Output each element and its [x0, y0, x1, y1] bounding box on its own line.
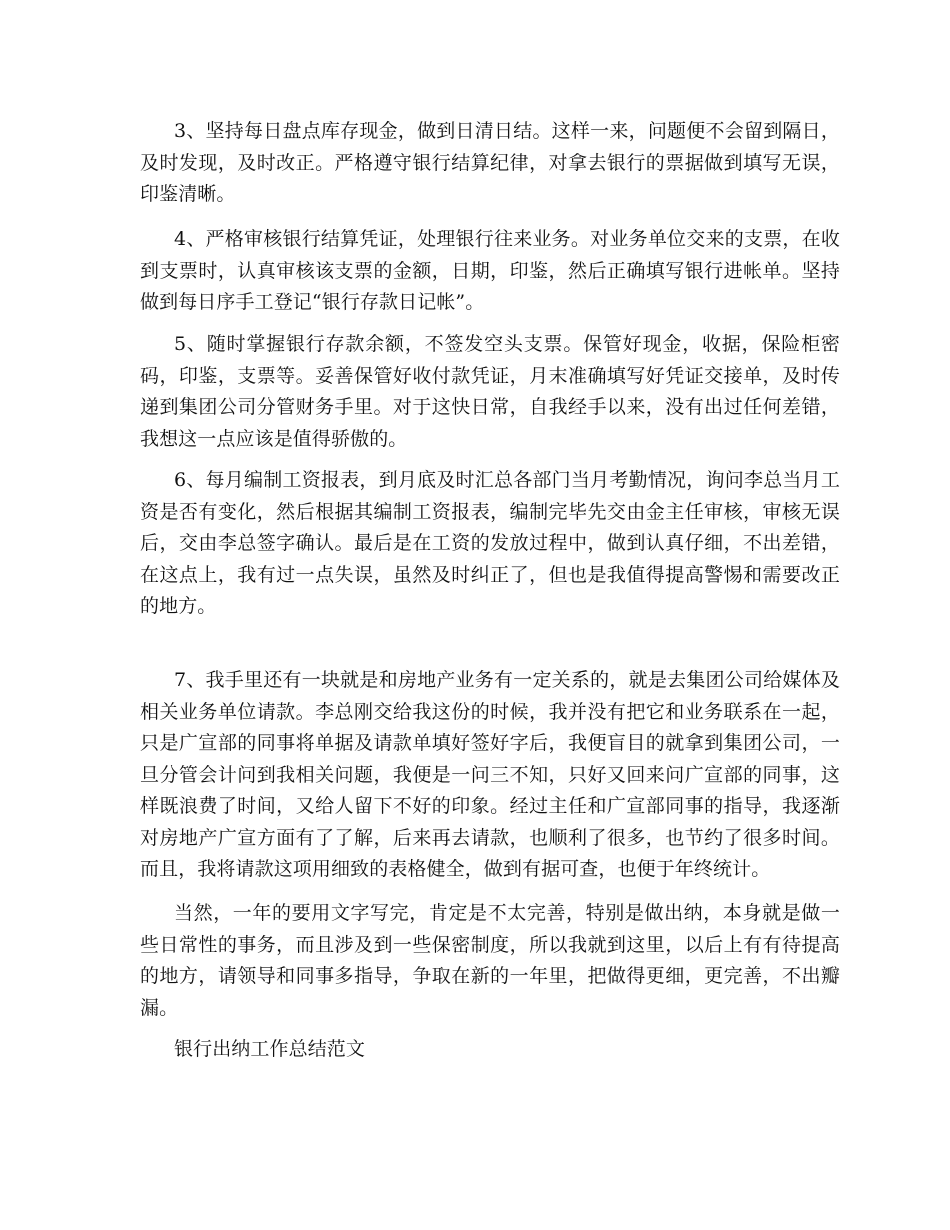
paragraph-item-5: 5、随时掌握银行存款余额，不签发空头支票。保管好现金，收据，保险柜密码，印鉴，支票等。妥善保管好收付款凭证，月末准确填写好凭证交接单，及时传递到集团公司分管财务手里。对于这快日常，自我经手以来，没有出过任何差错，我想这一点应该是值得骄傲的。 — [140, 333, 840, 450]
section-heading: 银行出纳工作总结范文 — [174, 1038, 366, 1060]
paragraph-item-4: 4、严格审核银行结算凭证，处理银行往来业务。对业务单位交来的支票，在收到支票时，认真审核该支票的金额，日期，印鉴，然后正确填写银行进帐单。坚持做到每日序手工登记“银行存款日记帐”。 — [140, 228, 840, 313]
paragraph-closing: 当然，一年的要用文字写完，肯定是不太完善，特别是做出纳，本身就是做一些日常性的事务，而且涉及到一些保密制度，所以我就到这里，以后上有有待提高的地方，请领导和同事多指导，争取在新的一年里，把做得更细，更完善，不出瓣漏。 — [140, 902, 840, 1019]
paragraph-item-3: 3、坚持每日盘点库存现金，做到日清日结。这样一来，问题便不会留到隔日，及时发现，及时改正。严格遵守银行结算纪律，对拿去银行的票据做到填写无误，印鉴清晰。 — [140, 120, 840, 205]
paragraph-item-6: 6、每月编制工资报表，到月底及时汇总各部门当月考勤情况，询问李总当月工资是否有变化，然后根据其编制工资报表，编制完毕先交由金主任审核，审核无误后，交由李总签字确认。最后是在工资的发放过程中，做到认真仔细，不出差错，在这点上，我有过一点失误，虽然及时纠正了，但也是我值得提高警惕和需要改正的地方。 — [140, 469, 840, 617]
paragraph-item-7: 7、我手里还有一块就是和房地产业务有一定关系的，就是去集团公司给媒体及相关业务单位请款。李总刚交给我这份的时候，我并没有把它和业务联系在一起，只是广宣部的同事将单据及请款单填好签好字后，我便盲目的就拿到集团公司，一旦分管会计问到我相关问题，我便是一问三不知，只好又回来问广宣部的同事，这样既浪费了时间，又给人留下不好的印象。经过主任和广宣部同事的指导，我逐渐对房地产广宣方面有了了解，后来再去请款，也顺利了很多，也节约了很多时间。而且，我将请款这项用细致的表格健全，做到有据可查，也便于年终统计。 — [140, 669, 840, 880]
